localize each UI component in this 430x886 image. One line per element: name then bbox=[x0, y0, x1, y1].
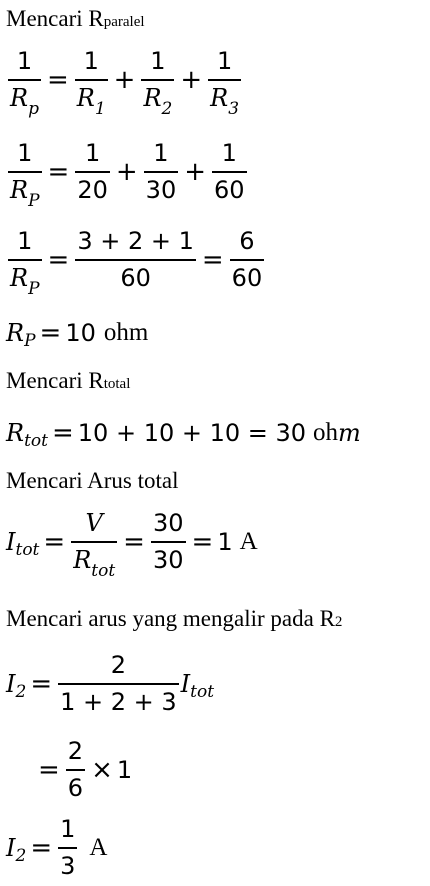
denominator-sub: tot bbox=[91, 560, 116, 581]
numerator: 1 bbox=[153, 139, 169, 167]
fraction-bar bbox=[66, 769, 85, 771]
numerator: 2 bbox=[67, 737, 84, 765]
fraction-lhs bbox=[8, 139, 42, 211]
denominator: 3 bbox=[60, 851, 76, 880]
variable-sub: tot bbox=[24, 431, 48, 451]
variable: R bbox=[6, 419, 25, 447]
fraction-bar bbox=[230, 259, 265, 261]
equation-rp-result bbox=[6, 318, 149, 351]
fraction-term1 bbox=[75, 140, 110, 204]
fraction-two-sixths bbox=[66, 738, 85, 802]
heading-subscript: 2 bbox=[334, 614, 343, 630]
variable-sub: 2 bbox=[15, 846, 27, 867]
denominator: 60 bbox=[231, 263, 263, 292]
heading-mencari-arus-total bbox=[6, 468, 178, 494]
denominator-sub: p bbox=[28, 98, 39, 119]
denominator: 60 bbox=[214, 175, 245, 204]
plus-sign: + bbox=[184, 157, 207, 188]
denominator: 30 bbox=[152, 545, 184, 574]
fraction-bar bbox=[144, 171, 179, 173]
equation-parallel-sum bbox=[6, 227, 266, 299]
numerator: 1 bbox=[60, 815, 76, 843]
fraction-v-over-rtot bbox=[71, 509, 117, 581]
numerator: V bbox=[85, 509, 103, 537]
equals-sign: = bbox=[39, 318, 62, 348]
fraction-bar bbox=[75, 259, 196, 261]
denominator: 60 bbox=[120, 263, 151, 292]
variable: I bbox=[6, 528, 16, 557]
fraction-term3 bbox=[212, 140, 247, 204]
numerator: 1 bbox=[84, 139, 101, 167]
fraction-term2 bbox=[144, 140, 179, 204]
equals-sign: = bbox=[51, 418, 74, 448]
fraction-bar bbox=[8, 79, 41, 81]
plus-sign: + bbox=[180, 65, 203, 96]
fraction-term1 bbox=[75, 47, 108, 119]
equals-sign: = bbox=[191, 527, 214, 558]
denominator-sub: 2 bbox=[161, 98, 173, 119]
unit-part-italic: m bbox=[338, 419, 361, 447]
heading-text: Mencari arus yang mengalir pada R bbox=[6, 606, 335, 631]
equation-itot bbox=[6, 509, 258, 581]
heading-text: Mencari Arus total bbox=[6, 468, 179, 493]
equals-sign: = bbox=[43, 527, 66, 558]
plus-sign: + bbox=[115, 157, 138, 188]
fraction-bar bbox=[151, 541, 186, 543]
value: 10 bbox=[65, 319, 96, 347]
denominator-var: R bbox=[10, 83, 29, 112]
denominator-sub: P bbox=[28, 190, 40, 211]
fraction-term2 bbox=[141, 47, 174, 119]
plus-sign: + bbox=[113, 65, 136, 96]
fraction-bar bbox=[58, 847, 77, 849]
variable: I bbox=[6, 834, 16, 863]
fraction-bar bbox=[58, 683, 179, 685]
fraction-result bbox=[230, 228, 265, 292]
unit-part: oh bbox=[313, 419, 339, 446]
heading-mencari-r-paralel bbox=[6, 6, 145, 32]
expression: 10 + 10 + 10 = 30 bbox=[77, 419, 307, 447]
variable: R bbox=[6, 319, 25, 347]
equation-i2-result bbox=[6, 816, 107, 880]
equals-sign: = bbox=[47, 157, 70, 188]
numerator: 1 bbox=[83, 47, 99, 75]
value: 1 bbox=[217, 528, 233, 557]
variable-sub: 2 bbox=[15, 682, 27, 703]
equals-sign: = bbox=[201, 245, 224, 276]
heading-mencari-r-total bbox=[6, 368, 130, 394]
fraction-bar bbox=[75, 171, 110, 173]
value: 1 bbox=[116, 756, 133, 785]
numerator: 1 bbox=[17, 139, 33, 167]
fraction-lhs bbox=[8, 227, 42, 299]
numerator: 1 bbox=[16, 47, 33, 75]
denominator: 20 bbox=[77, 175, 108, 204]
denominator: 30 bbox=[145, 175, 177, 204]
variable-sub: tot bbox=[190, 682, 215, 703]
numerator: 3 + 2 + 1 bbox=[77, 227, 194, 255]
numerator: 1 bbox=[17, 227, 33, 255]
equals-sign: = bbox=[47, 245, 70, 276]
equation-parallel-formula bbox=[6, 47, 243, 119]
equals-sign: = bbox=[46, 65, 69, 96]
fraction-bar bbox=[8, 171, 42, 173]
numerator: 30 bbox=[152, 509, 184, 537]
equals-sign: = bbox=[38, 755, 60, 786]
fraction-term3 bbox=[208, 47, 241, 119]
times-sign: × bbox=[91, 755, 113, 786]
numerator: 1 bbox=[150, 47, 166, 75]
equals-sign: = bbox=[30, 669, 53, 700]
variable-sub: tot bbox=[15, 540, 40, 561]
equation-rtot bbox=[6, 418, 361, 451]
denominator-var: R bbox=[143, 83, 162, 112]
fraction-middle bbox=[75, 228, 196, 292]
fraction-bar bbox=[208, 79, 241, 81]
denominator-sub: 1 bbox=[94, 98, 106, 119]
denominator: 1 + 2 + 3 bbox=[60, 687, 177, 716]
variable-sub: P bbox=[24, 331, 36, 351]
denominator: 6 bbox=[67, 773, 84, 802]
unit: A bbox=[89, 834, 108, 862]
fraction-bar bbox=[75, 79, 108, 81]
denominator-sub: 3 bbox=[228, 98, 240, 119]
denominator-var: R bbox=[73, 545, 92, 574]
fraction-one-third bbox=[58, 816, 77, 880]
equals-sign: = bbox=[30, 833, 53, 864]
heading-subscript: total bbox=[103, 376, 131, 392]
heading-mencari-arus-r2 bbox=[6, 606, 342, 632]
equation-i2-numeric bbox=[34, 738, 132, 802]
numerator: 2 bbox=[110, 651, 127, 679]
denominator-var: R bbox=[210, 83, 229, 112]
variable: I bbox=[180, 670, 191, 699]
equation-i2-formula bbox=[6, 652, 214, 716]
heading-text: Mencari R bbox=[6, 368, 104, 393]
fraction-bar bbox=[212, 171, 247, 173]
fraction-bar bbox=[141, 79, 174, 81]
numerator: 1 bbox=[216, 47, 233, 75]
denominator-var: R bbox=[76, 83, 95, 112]
variable: I bbox=[6, 670, 16, 699]
fraction-lhs bbox=[8, 47, 41, 119]
fraction-bar bbox=[8, 259, 42, 261]
fraction-numeric bbox=[151, 510, 186, 574]
denominator-var: R bbox=[10, 263, 29, 292]
equals-sign: = bbox=[123, 527, 145, 558]
denominator-sub: P bbox=[28, 278, 40, 299]
fraction-bar bbox=[71, 541, 117, 543]
denominator-var: R bbox=[10, 175, 29, 204]
fraction-ratio bbox=[58, 652, 179, 716]
heading-text: Mencari R bbox=[6, 6, 104, 31]
heading-subscript: paralel bbox=[103, 14, 145, 30]
numerator: 1 bbox=[221, 139, 237, 167]
numerator: 6 bbox=[239, 227, 255, 255]
unit: A bbox=[239, 528, 258, 556]
unit: ohm bbox=[103, 319, 149, 346]
equation-parallel-values bbox=[6, 139, 249, 211]
